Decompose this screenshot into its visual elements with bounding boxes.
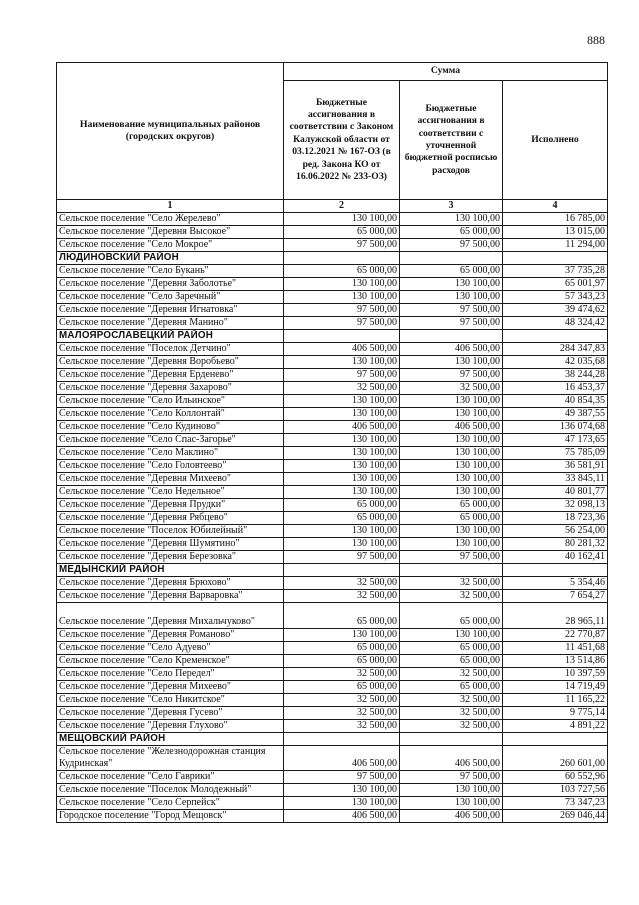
executed-value: 56 254,00: [503, 525, 608, 538]
executed-value: 38 244,28: [503, 369, 608, 382]
executed-value: 7 654,27: [503, 590, 608, 603]
table-row: [57, 369, 608, 382]
refined-allocation-value: 97 500,00: [400, 304, 503, 317]
settlement-name: Сельское поселение "Село Кременское": [57, 655, 284, 668]
refined-allocation-value: 65 000,00: [400, 512, 503, 525]
refined-allocation-value: 130 100,00: [400, 797, 503, 810]
law-allocation-value: 130 100,00: [284, 473, 400, 486]
table-row: [57, 356, 608, 369]
refined-allocation-value: 32 500,00: [400, 577, 503, 590]
executed-value: 5 354,46: [503, 577, 608, 590]
settlement-name: Сельское поселение "Деревня Березовка": [57, 551, 284, 564]
refined-allocation-value: 65 000,00: [400, 499, 503, 512]
refined-allocation-value: 32 500,00: [400, 720, 503, 733]
header-sum: Сумма: [284, 63, 608, 81]
table-row: [57, 681, 608, 694]
refined-allocation-value: 65 000,00: [400, 265, 503, 278]
settlement-name: Сельское поселение "Село Заречный": [57, 291, 284, 304]
district-name: ЛЮДИНОВСКИЙ РАЙОН: [57, 252, 284, 265]
table-row: [57, 473, 608, 486]
settlement-name: Сельское поселение "Деревня Михеево": [57, 473, 284, 486]
settlement-name: Сельское поселение "Деревня Высокое": [57, 226, 284, 239]
settlement-name: Сельское поселение "Деревня Игнатовка": [57, 304, 284, 317]
settlement-name: Сельское поселение "Деревня Захарово": [57, 382, 284, 395]
settlement-name: Сельское поселение "Деревня Брюхово": [57, 577, 284, 590]
refined-allocation-value: 130 100,00: [400, 538, 503, 551]
executed-value: 11 451,68: [503, 642, 608, 655]
law-allocation-value: 65 000,00: [284, 642, 400, 655]
refined-allocation-value: 130 100,00: [400, 434, 503, 447]
table-row: [57, 797, 608, 810]
law-allocation-value: 130 100,00: [284, 797, 400, 810]
table-row: [57, 512, 608, 525]
district-section-row: [57, 252, 608, 265]
law-allocation-value: 32 500,00: [284, 590, 400, 603]
refined-allocation-value: 65 000,00: [400, 603, 503, 629]
executed-value: 4 891,22: [503, 720, 608, 733]
settlement-name: Сельское поселение "Село Головтеево": [57, 460, 284, 473]
law-allocation-value: 65 000,00: [284, 681, 400, 694]
law-allocation-value: 406 500,00: [284, 810, 400, 823]
table-row: [57, 810, 608, 823]
refined-allocation-value: 65 000,00: [400, 642, 503, 655]
settlement-name: Сельское поселение "Село Никитское": [57, 694, 284, 707]
law-allocation-value: 130 100,00: [284, 538, 400, 551]
refined-allocation-value: 97 500,00: [400, 369, 503, 382]
settlement-name: Сельское поселение "Село Коллонтай": [57, 408, 284, 421]
settlement-name: Сельское поселение "Железнодорожная станция Кудринская": [57, 746, 284, 771]
settlement-name: Сельское поселение "Деревня Шумятино": [57, 538, 284, 551]
settlement-name: Сельское поселение "Село Серпейск": [57, 797, 284, 810]
table-row: [57, 629, 608, 642]
refined-allocation-value: 130 100,00: [400, 447, 503, 460]
executed-value: 11 165,22: [503, 694, 608, 707]
executed-value: 9 775,14: [503, 707, 608, 720]
law-allocation-value: 97 500,00: [284, 369, 400, 382]
law-allocation-value: 97 500,00: [284, 304, 400, 317]
refined-allocation-value: 97 500,00: [400, 317, 503, 330]
table-row: [57, 265, 608, 278]
law-allocation-value: 406 500,00: [284, 746, 400, 771]
refined-allocation-value: 65 000,00: [400, 226, 503, 239]
empty-cell: [503, 330, 608, 343]
executed-value: 39 474,62: [503, 304, 608, 317]
executed-value: 60 552,96: [503, 771, 608, 784]
settlement-name: Сельское поселение "Деревня Ерденево": [57, 369, 284, 382]
executed-value: 13 514,86: [503, 655, 608, 668]
law-allocation-value: 406 500,00: [284, 421, 400, 434]
executed-value: 49 387,55: [503, 408, 608, 421]
refined-allocation-value: 97 500,00: [400, 771, 503, 784]
refined-allocation-value: 32 500,00: [400, 694, 503, 707]
table-row: [57, 720, 608, 733]
district-name: МЕЩОВСКИЙ РАЙОН: [57, 733, 284, 746]
settlement-name: Сельское поселение "Поселок Детчино": [57, 343, 284, 356]
refined-allocation-value: 130 100,00: [400, 460, 503, 473]
settlement-name: Сельское поселение "Село Передел": [57, 668, 284, 681]
refined-allocation-value: 406 500,00: [400, 343, 503, 356]
law-allocation-value: 130 100,00: [284, 447, 400, 460]
settlement-name: Сельское поселение "Село Букань": [57, 265, 284, 278]
executed-value: 75 785,09: [503, 447, 608, 460]
settlement-name: Сельское поселение "Деревня Рябцево": [57, 512, 284, 525]
law-allocation-value: 65 000,00: [284, 499, 400, 512]
column-number: 4: [503, 200, 608, 213]
table-row: [57, 525, 608, 538]
law-allocation-value: 97 500,00: [284, 239, 400, 252]
empty-cell: [284, 252, 400, 265]
refined-allocation-value: 130 100,00: [400, 473, 503, 486]
law-allocation-value: 32 500,00: [284, 720, 400, 733]
settlement-name: Сельское поселение "Деревня Заболотье": [57, 278, 284, 291]
table-row: [57, 226, 608, 239]
law-allocation-value: 130 100,00: [284, 486, 400, 499]
table-row: [57, 486, 608, 499]
settlement-name: Сельское поселение "Село Гаврики": [57, 771, 284, 784]
refined-allocation-value: 130 100,00: [400, 784, 503, 797]
empty-cell: [503, 252, 608, 265]
settlement-name: Сельское поселение "Село Мокрое": [57, 239, 284, 252]
table-row: [57, 577, 608, 590]
law-allocation-value: 65 000,00: [284, 512, 400, 525]
law-allocation-value: 406 500,00: [284, 343, 400, 356]
page-number: 888: [587, 33, 605, 47]
executed-value: 40 801,77: [503, 486, 608, 499]
settlement-name: Сельское поселение "Село Маклино": [57, 447, 284, 460]
table-row: [57, 590, 608, 603]
law-allocation-value: 97 500,00: [284, 317, 400, 330]
settlement-name: Сельское поселение "Село Адуево": [57, 642, 284, 655]
settlement-name: Сельское поселение "Деревня Гусево": [57, 707, 284, 720]
settlement-name: Сельское поселение "Поселок Юбилейный": [57, 525, 284, 538]
executed-value: 40 162,41: [503, 551, 608, 564]
header-name-column: Наименование муниципальных районов (городских округов): [57, 63, 284, 200]
table-row: [57, 655, 608, 668]
executed-value: 16 453,37: [503, 382, 608, 395]
executed-value: 48 324,42: [503, 317, 608, 330]
empty-cell: [503, 733, 608, 746]
refined-allocation-value: 130 100,00: [400, 291, 503, 304]
executed-value: 36 581,91: [503, 460, 608, 473]
table-row: [57, 771, 608, 784]
settlement-name: Сельское поселение "Деревня Прудки": [57, 499, 284, 512]
table-body: [57, 213, 608, 823]
executed-value: 80 281,32: [503, 538, 608, 551]
refined-allocation-value: 130 100,00: [400, 629, 503, 642]
executed-value: 10 397,59: [503, 668, 608, 681]
table-row: [57, 460, 608, 473]
law-allocation-value: 32 500,00: [284, 707, 400, 720]
refined-allocation-value: 32 500,00: [400, 382, 503, 395]
district-section-row: [57, 330, 608, 343]
settlement-name: Сельское поселение "Село Спас-Загорье": [57, 434, 284, 447]
empty-cell: [400, 252, 503, 265]
table-row: [57, 291, 608, 304]
settlement-name: Сельское поселение "Деревня Глухово": [57, 720, 284, 733]
law-allocation-value: 130 100,00: [284, 278, 400, 291]
law-allocation-value: 97 500,00: [284, 771, 400, 784]
law-allocation-value: 130 100,00: [284, 784, 400, 797]
empty-cell: [284, 330, 400, 343]
refined-allocation-value: 130 100,00: [400, 486, 503, 499]
header-col-executed: Исполнено: [503, 81, 608, 200]
table-row: [57, 538, 608, 551]
executed-value: 136 074,68: [503, 421, 608, 434]
table-row: [57, 317, 608, 330]
refined-allocation-value: 65 000,00: [400, 681, 503, 694]
law-allocation-value: 130 100,00: [284, 408, 400, 421]
settlement-name: Сельское поселение "Село Жерелево": [57, 213, 284, 226]
empty-cell: [400, 733, 503, 746]
table-row: [57, 434, 608, 447]
district-section-row: [57, 564, 608, 577]
settlement-name: Сельское поселение "Деревня Варваровка": [57, 590, 284, 603]
header-col-law-allocations: Бюджетные ассигнования в соответствии с Законом Калужской области от 03.12.2021 № 167-ОЗ (в ред. Закона КО от 16.06.2022 № 233-ОЗ): [284, 81, 400, 200]
law-allocation-value: 32 500,00: [284, 694, 400, 707]
law-allocation-value: 32 500,00: [284, 668, 400, 681]
settlement-name: Сельское поселение "Деревня Михальчуково": [57, 603, 284, 629]
executed-value: 32 098,13: [503, 499, 608, 512]
law-allocation-value: 65 000,00: [284, 226, 400, 239]
table-row: [57, 447, 608, 460]
table-row: [57, 408, 608, 421]
executed-value: 40 854,35: [503, 395, 608, 408]
executed-value: 33 845,11: [503, 473, 608, 486]
refined-allocation-value: 130 100,00: [400, 213, 503, 226]
refined-allocation-value: 130 100,00: [400, 395, 503, 408]
executed-value: 284 347,83: [503, 343, 608, 356]
law-allocation-value: 65 000,00: [284, 655, 400, 668]
empty-cell: [503, 564, 608, 577]
empty-cell: [400, 330, 503, 343]
table-row: [57, 213, 608, 226]
executed-value: 42 035,68: [503, 356, 608, 369]
refined-allocation-value: 406 500,00: [400, 421, 503, 434]
district-name: МЕДЫНСКИЙ РАЙОН: [57, 564, 284, 577]
law-allocation-value: 130 100,00: [284, 395, 400, 408]
table-row: [57, 707, 608, 720]
empty-cell: [284, 733, 400, 746]
executed-value: 16 785,00: [503, 213, 608, 226]
law-allocation-value: 130 100,00: [284, 629, 400, 642]
executed-value: 65 001,97: [503, 278, 608, 291]
settlement-name: Сельское поселение "Деревня Михеево": [57, 681, 284, 694]
refined-allocation-value: 130 100,00: [400, 525, 503, 538]
executed-value: 22 770,87: [503, 629, 608, 642]
refined-allocation-value: 32 500,00: [400, 707, 503, 720]
refined-allocation-value: 32 500,00: [400, 590, 503, 603]
budget-table: [56, 62, 608, 823]
executed-value: 13 015,00: [503, 226, 608, 239]
settlement-name: Сельское поселение "Село Недельное": [57, 486, 284, 499]
executed-value: 37 735,28: [503, 265, 608, 278]
settlement-name: Сельское поселение "Поселок Молодежный": [57, 784, 284, 797]
table-row: [57, 668, 608, 681]
refined-allocation-value: 65 000,00: [400, 655, 503, 668]
refined-allocation-value: 130 100,00: [400, 356, 503, 369]
refined-allocation-value: 130 100,00: [400, 408, 503, 421]
table-row: [57, 642, 608, 655]
executed-value: 14 719,49: [503, 681, 608, 694]
executed-value: 18 723,36: [503, 512, 608, 525]
table-row: [57, 551, 608, 564]
table-row: [57, 603, 608, 629]
executed-value: 11 294,00: [503, 239, 608, 252]
table-row: [57, 239, 608, 252]
table-row: [57, 499, 608, 512]
table-row: [57, 343, 608, 356]
law-allocation-value: 130 100,00: [284, 291, 400, 304]
settlement-name: Сельское поселение "Село Ильинское": [57, 395, 284, 408]
column-number: 1: [57, 200, 284, 213]
header-col-refined-allocations: Бюджетные ассигнования в соответствии с уточненной бюджетной росписью расходов: [400, 81, 503, 200]
executed-value: 103 727,56: [503, 784, 608, 797]
district-name: МАЛОЯРОСЛАВЕЦКИЙ РАЙОН: [57, 330, 284, 343]
law-allocation-value: 130 100,00: [284, 213, 400, 226]
refined-allocation-value: 406 500,00: [400, 810, 503, 823]
law-allocation-value: 130 100,00: [284, 460, 400, 473]
table-row: [57, 395, 608, 408]
law-allocation-value: 130 100,00: [284, 434, 400, 447]
column-number: 2: [284, 200, 400, 213]
law-allocation-value: 130 100,00: [284, 525, 400, 538]
column-number: 3: [400, 200, 503, 213]
refined-allocation-value: 130 100,00: [400, 278, 503, 291]
executed-value: 269 046,44: [503, 810, 608, 823]
law-allocation-value: 32 500,00: [284, 577, 400, 590]
table-row: [57, 304, 608, 317]
empty-cell: [400, 564, 503, 577]
law-allocation-value: 32 500,00: [284, 382, 400, 395]
empty-cell: [284, 564, 400, 577]
refined-allocation-value: 97 500,00: [400, 551, 503, 564]
table-row: [57, 784, 608, 797]
table-row: [57, 694, 608, 707]
settlement-name: Сельское поселение "Деревня Романово": [57, 629, 284, 642]
law-allocation-value: 130 100,00: [284, 356, 400, 369]
law-allocation-value: 65 000,00: [284, 603, 400, 629]
table-row: [57, 421, 608, 434]
executed-value: 73 347,23: [503, 797, 608, 810]
table-row: [57, 278, 608, 291]
law-allocation-value: 65 000,00: [284, 265, 400, 278]
table-row: [57, 746, 608, 771]
executed-value: 47 173,65: [503, 434, 608, 447]
settlement-name: Сельское поселение "Деревня Манино": [57, 317, 284, 330]
refined-allocation-value: 32 500,00: [400, 668, 503, 681]
law-allocation-value: 97 500,00: [284, 551, 400, 564]
executed-value: 57 343,23: [503, 291, 608, 304]
executed-value: 260 601,00: [503, 746, 608, 771]
settlement-name: Сельское поселение "Деревня Воробьево": [57, 356, 284, 369]
table-row: [57, 382, 608, 395]
executed-value: 28 965,11: [503, 603, 608, 629]
refined-allocation-value: 406 500,00: [400, 746, 503, 771]
settlement-name: Сельское поселение "Село Кудиново": [57, 421, 284, 434]
refined-allocation-value: 97 500,00: [400, 239, 503, 252]
settlement-name: Городское поселение "Город Мещовск": [57, 810, 284, 823]
district-section-row: [57, 733, 608, 746]
